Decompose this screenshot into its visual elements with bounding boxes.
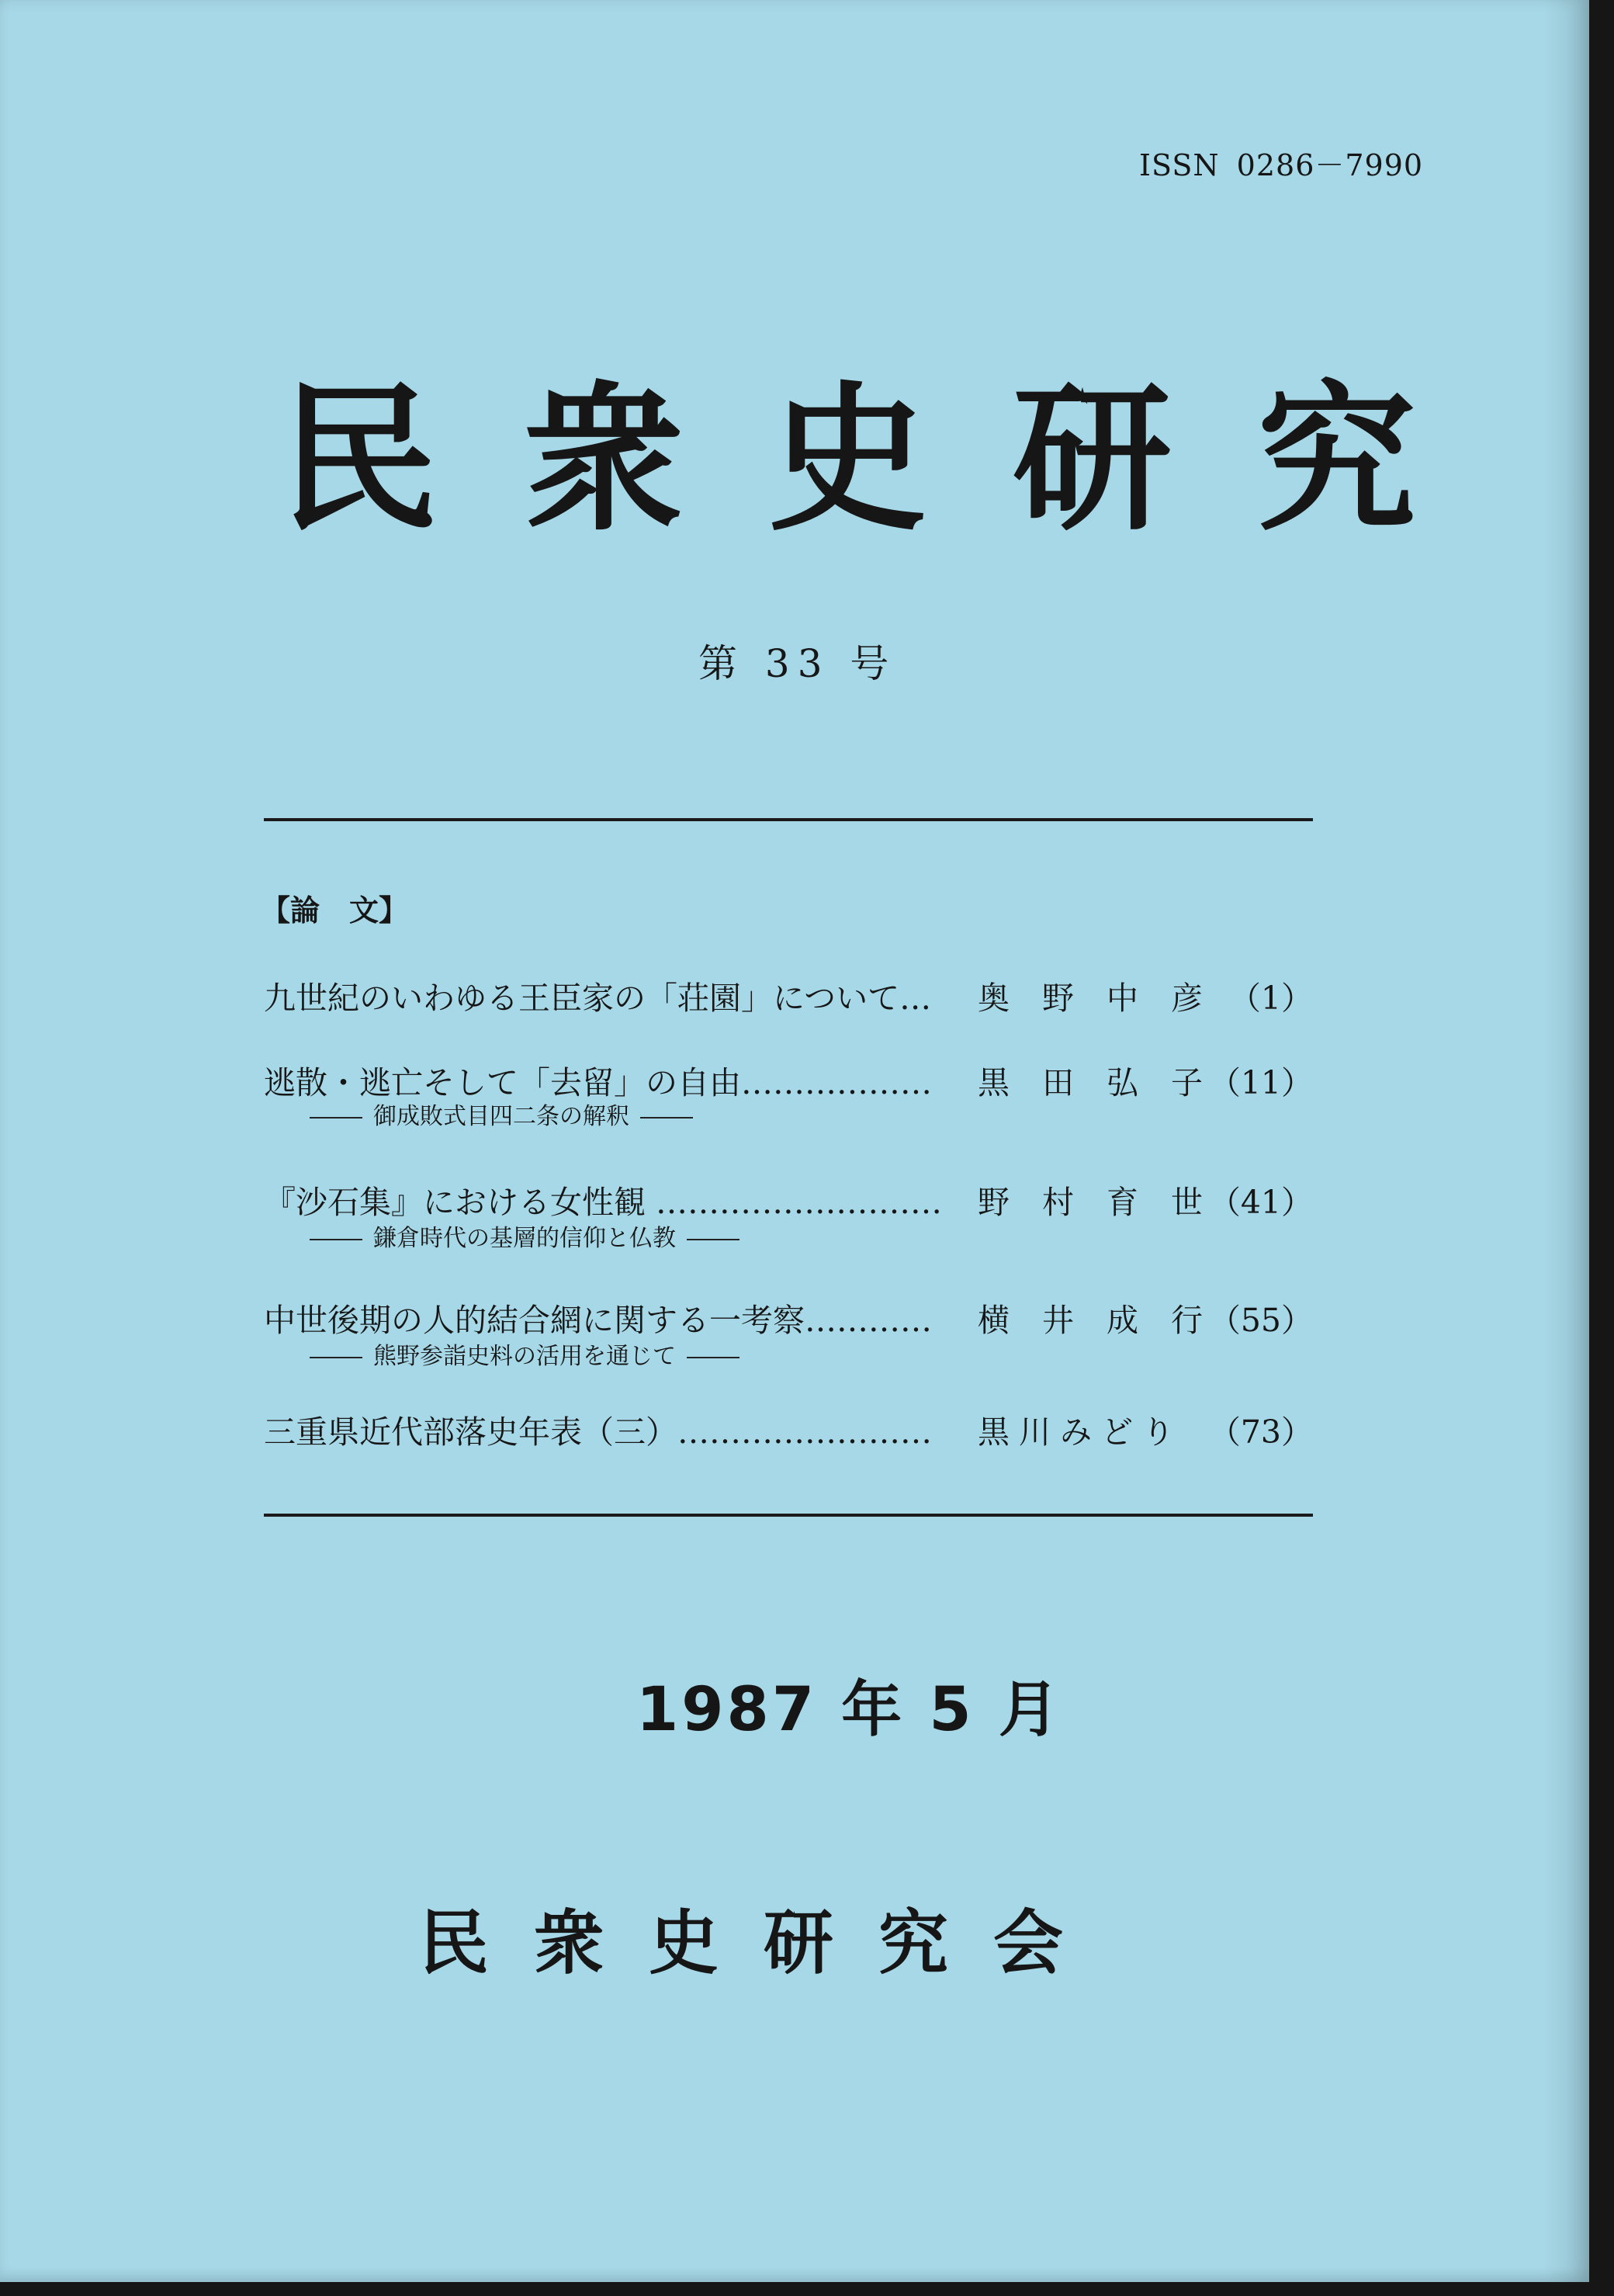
issn-label: ISSN — [1139, 148, 1220, 182]
journal-title: 民衆史研究 — [279, 366, 1501, 553]
toc-entry-subtitle — [299, 1337, 750, 1371]
toc-entry-author: 横井成行 — [978, 1302, 1235, 1339]
toc-entry-author: 黒田弘子 — [978, 1064, 1235, 1101]
toc-entry — [264, 1406, 1313, 1453]
bottom-divider — [264, 1514, 1313, 1517]
section-heading: 【論 文】 — [261, 893, 409, 928]
dash-right — [687, 1357, 739, 1358]
toc-entry-title: 中世後期の人的結合網に関する一考察………… — [264, 1302, 932, 1339]
top-divider — [264, 818, 1313, 821]
toc-entry-author: 奥野中彦 — [978, 980, 1235, 1017]
dash-right — [640, 1117, 693, 1119]
dash-left — [310, 1357, 362, 1358]
publisher-name: 民衆史研究会 — [419, 1902, 1108, 1984]
toc-entry-author: 黒川みどり — [978, 1413, 1183, 1451]
dash-right — [687, 1239, 739, 1240]
toc-entry-page: （1） — [1228, 980, 1313, 1017]
toc-entry-subtitle-text: 御成敗式目四二条の解釈 — [373, 1103, 629, 1130]
toc-entry-page: （55） — [1208, 1302, 1313, 1339]
toc-entry-subtitle — [299, 1219, 750, 1253]
toc-entry-subtitle-text: 熊野参詣史料の活用を通じて — [373, 1343, 676, 1370]
issn-number: 0286－7990 — [1236, 148, 1424, 182]
toc-entry-page: （73） — [1208, 1413, 1313, 1451]
page-edge-shadow — [1544, 0, 1589, 2282]
toc-entry-title: 九世紀のいわゆる王臣家の「荘園」について… — [264, 980, 932, 1017]
toc-entry-subtitle — [299, 1097, 704, 1131]
issue-number: 第 33 号 — [698, 641, 897, 686]
toc-entry-subtitle-text: 鎌倉時代の基層的信仰と仏教 — [373, 1225, 676, 1252]
dash-left — [310, 1117, 362, 1119]
dash-left — [310, 1239, 362, 1240]
toc-entry — [264, 1295, 1313, 1341]
toc-entry — [264, 1177, 1313, 1223]
toc-entry-title: 三重県近代部落史年表（三）…………………… — [264, 1413, 932, 1451]
toc-entry — [264, 973, 1313, 1019]
toc-entry-title: 逃散・逃亡そして「去留」の自由……………… — [264, 1064, 932, 1101]
toc-entry-page: （41） — [1208, 1184, 1313, 1221]
toc-entry-title: 『沙石集』における女性観 ……………………… — [264, 1184, 943, 1221]
toc-entry-author: 野村育世 — [978, 1184, 1235, 1221]
issn — [1139, 141, 1423, 184]
toc-entry-page: （11） — [1208, 1064, 1313, 1101]
publication-date: 1987 年 5 月 — [636, 1675, 1062, 1745]
